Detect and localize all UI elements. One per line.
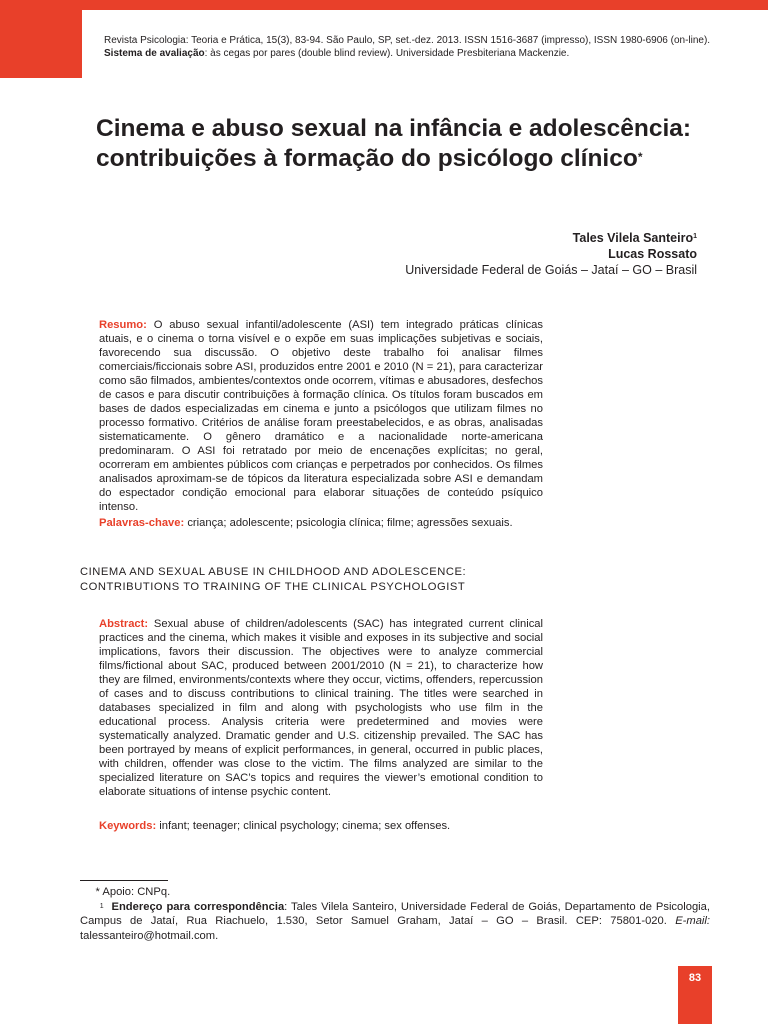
- palavras-chave-label: Palavras-chave:: [99, 517, 185, 529]
- abstract-label: Abstract:: [99, 618, 149, 630]
- footnote-support-text: * Apoio: CNPq.: [95, 886, 171, 898]
- review-system: [104, 47, 724, 60]
- footnote-support: [80, 885, 710, 900]
- title-footnote-marker: *: [637, 150, 643, 164]
- correspondence-text: : Tales Vilela Santeiro, Universidade Federal de Goiás, Departamento de Psicologia, Campus de Jataí, Rua Riachuelo, 1.530, Setor Samuel Graham, Jataí – GO – Brasil. CEP: 75801-020.: [80, 900, 710, 927]
- abstract-text: Sexual abuse of children/adolescents (SAC) has integrated current clinical practices and the cinema, which makes it visible and exposes in its subjective and social implications, favors their discussion. The objectives were to analyze commercial films/fictional about SAC, produced between 2001/2010 (N = 21), to characterize how they are filmed, environments/contexts where they occur, victims, offenders, repercussion of cases and to discuss contributions to clinical training. The titles were searched in databases specialized in film and along with psychologists who use film in the educational process. Analysis criteria were predetermined and movies were systematically analyzed. Dramatic gender and U.S. citizenship prevailed. The SAC has been portrayed by means of explicit performances, in general, occurred in public places, with children, offender was close to the victim. The films analyzed are similar to the specialized literature on SAC’s topics and requires the viewer’s emotional condition to elaborate situations of intense psychic content.: [99, 618, 543, 798]
- keywords-label: Keywords:: [99, 820, 157, 832]
- affiliation: Universidade Federal de Goiás – Jataí – GO – Brasil: [405, 263, 697, 277]
- email-address: talessanteiro@hotmail.com.: [80, 929, 219, 942]
- resumo-label: Resumo:: [99, 319, 147, 331]
- page-number: 83: [688, 972, 702, 984]
- abstract-paragraph: [99, 617, 543, 799]
- footnote-correspondence-marker: 1: [99, 902, 104, 910]
- author-1-marker: 1: [693, 233, 697, 240]
- correspondence-label: Endereço para correspondência: [111, 900, 285, 913]
- journal-header: [104, 34, 724, 60]
- review-text: : às cegas por pares (double blind review). Universidade Presbiteriana Mackenzie.: [204, 48, 570, 59]
- resumo-text: O abuso sexual infantil/adolescente (ASI) tem integrado práticas clínicas atuais, e o cinema o torna visível e o expõe em suas implicações subjetivas e sociais, favorecendo sua discussão. O objetivo deste trabalho foi analisar filmes comerciais/ficcionais sobre ASI, produzidos entre 2001 e 2010 (N = 21), para caracterizar como são filmados, ambientes/contextos onde ocorrem, vítimas e abusadores, desfechos de casos e para discutir contribuições à formação clínica. Os títulos foram buscados em bases de dados especializadas em cinema e junto a psicólogos que utilizam filmes no processo formativo. Critérios de análise foram preestabelecidos, e as obras, analisadas sistematicamente. O gênero dramático e a nacionalidade norte-americana predominaram. O ASI foi retratado por meio de encenações explícitas; no geral, ocorreram em ambientes públicos com crianças e perpetrados por conhecidos. Os filmes analisados aproximam-se de tópicos da literatura especializada sobre ASI e demandam do espectador condição emocional para elaborar situações de conteúdo psíquico intenso.: [99, 319, 543, 513]
- journal-citation: Revista Psicologia: Teoria e Prática, 15(3), 83-94. São Paulo, SP, set.-dez. 2013. ISSN 1516-3687 (impresso), ISSN 1980-6906 (on-line).: [104, 35, 711, 46]
- author-1-name: Tales Vilela Santeiro: [572, 231, 694, 245]
- palavras-chave-paragraph: [99, 516, 543, 530]
- top-left-accent-block: [0, 0, 82, 78]
- page-number-box: [678, 966, 712, 1024]
- email-label: E-mail:: [675, 915, 710, 927]
- authors-block: [405, 230, 697, 278]
- footnotes: [80, 885, 710, 943]
- article-title: [96, 114, 696, 174]
- english-title: CINEMA AND SEXUAL ABUSE IN CHILDHOOD AND ADOLESCENCE: CONTRIBUTIONS TO TRAINING OF THE CLINICAL PSYCHOLOGIST: [80, 566, 467, 593]
- keywords-paragraph: [99, 819, 543, 833]
- article-title-text: Cinema e abuso sexual na infância e adolescência: contribuições à formação do psicólogo clínico: [96, 115, 692, 172]
- footnote-divider: [80, 880, 168, 881]
- resumo-paragraph: [99, 318, 543, 514]
- keywords-text: infant; teenager; clinical psychology; cinema; sex offenses.: [156, 820, 451, 832]
- author-2: Lucas Rossato: [608, 247, 697, 261]
- top-accent-bar: [0, 0, 768, 10]
- author-1: [405, 230, 697, 246]
- palavras-chave-text: criança; adolescente; psicologia clínica; filme; agressões sexuais.: [184, 517, 513, 529]
- footnote-correspondence: [80, 900, 710, 944]
- review-label: Sistema de avaliação: [104, 48, 205, 59]
